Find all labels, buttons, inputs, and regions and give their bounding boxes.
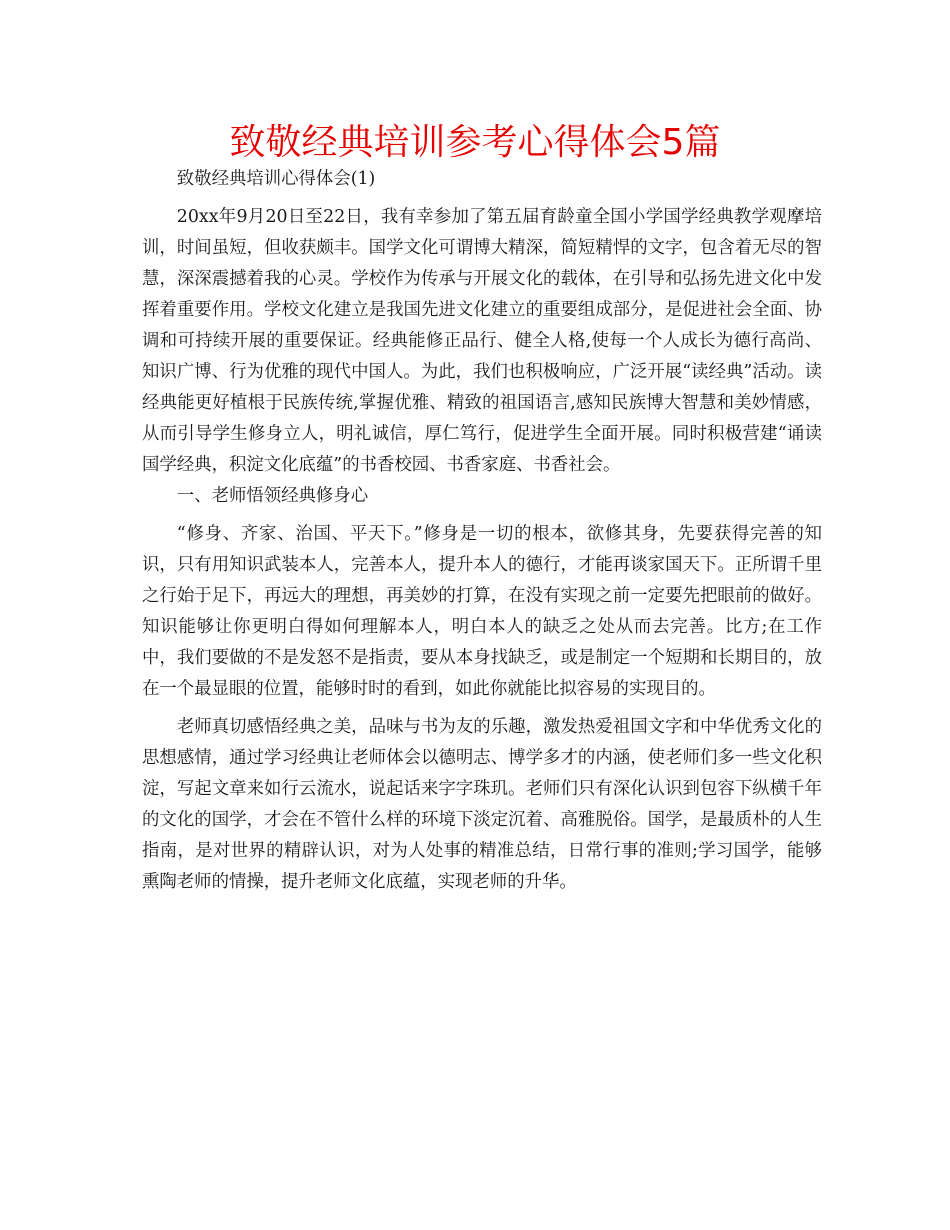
article-subtitle: 致敬经典培训心得体会(1) [176, 169, 376, 189]
document-title: 致敬经典培训参考心得体会5篇 [229, 122, 721, 163]
paragraph-teachers: 老师真切感悟经典之美，品味与书为友的乐趣，激发热爱祖国文字和中华优秀文化的思想感情，通过学习经典让老师体会以德明志、博学多才的内涵，使老师们多一些文化积淀，写起文章来如行云流水，说起话来字字珠玑。老师们只有深化认识到包容下纵横千年的文化的国学，才会在不管什么样的环境下淡定沉着、高雅脱俗。国学，是最质朴的人生指南，是对世界的精辟认识，对为人处事的精准总结，日常行事的准则;学习国学，能够熏陶老师的情操，提升老师文化底蕴，实现老师的升华。 [142, 717, 822, 892]
paragraph-intro: 20xx年9月20日至22日，我有幸参加了第五届育龄童全国小学国学经典教学观摩培训，时间虽短，但收获颇丰。国学文化可谓博大精深，简短精悍的文字，包含着无尽的智慧，深深震撼着我的心灵。学校作为传承与开展文化的载体，在引导和弘扬先进文化中发挥着重要作用。学校文化建立是我国先进文化建立的重要组成部分，是促进社会全面、协调和可持续开展的重要保证。经典能修正品行、健全人格,使每一个人成长为德行高尚、知识广博、行为优雅的现代中国人。为此，我们也积极响应，广泛开展“读经典”活动。读经典能更好植根于民族传统,掌握优雅、精致的祖国语言,感知民族博大智慧和美妙情感，从而引导学生修身立人，明礼诚信，厚仁笃行，促进学生全面开展。同时积极营建“诵读国学经典，积淀文化底蕴”的书香校园、书香家庭、书香社会。 [142, 207, 822, 475]
document-body [142, 164, 822, 898]
paragraph-self-cultivation: “修身、齐家、治国、平天下。”修身是一切的根本，欲修其身，先要获得完善的知识，只有用知识武装本人，完善本人，提升本人的德行，才能再谈家国天下。正所谓千里之行始于足下，再远大的理想，再美妙的打算，在没有实现之前一定要先把眼前的做好。知识能够让你更明白得如何理解本人，明白本人的缺乏之处从而去完善。比方;在工作中，我们要做的不是发怒不是指责，要从本身找缺乏，或是制定一个短期和长期目的，放在一个最显眼的位置，能够时时的看到，如此你就能比拟容易的实现目的。 [142, 524, 822, 699]
section-heading: 一、老师悟领经典修身心 [176, 486, 369, 506]
